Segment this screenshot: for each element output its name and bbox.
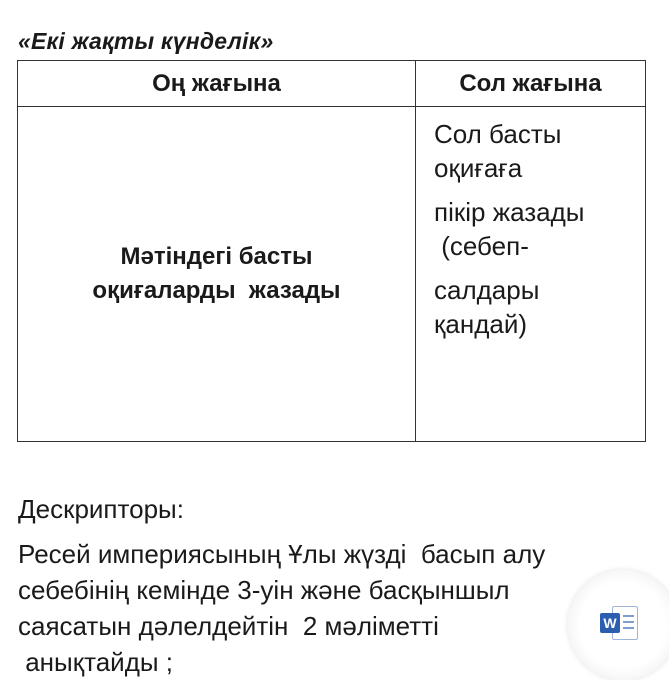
page-title: «Екі жақты күнделік» [18,28,274,54]
word-document-icon [600,606,638,640]
cell-text-line: (себеп- [434,231,529,261]
descriptor-line: анықтайды ; [18,647,174,677]
cell-text-line: қандай) [434,309,528,339]
cell-text-line: салдары [434,275,540,305]
cell-text-line: оқиғаға [434,153,523,183]
descriptor-line: себебінің кемінде 3-уін және басқыншыл [18,575,510,605]
descriptor-line: Ресей империясының Ұлы жүзді басып алу [18,539,546,569]
descriptors-heading: Дескрипторы: [18,494,184,524]
cell-text-line: пікір жазады [434,197,585,227]
column-header-left-side: Сол жағына [416,61,646,107]
word-letter: W [600,613,620,633]
column-header-right-side: Оң жағына [18,61,416,107]
cell-text-line: оқиғаларды жазады [92,277,341,304]
table-cell-opinion [416,107,646,442]
double-entry-diary-table [17,60,646,442]
descriptor-line: саясатын дәлелдейтін 2 мәліметті [18,611,439,641]
table-row [18,107,646,442]
table-header-row [18,61,646,107]
cell-text-line: Мәтіндегі басты [120,243,313,270]
table-cell-main-events [18,107,416,442]
descriptors-text [18,536,658,680]
cell-text-line: Сол басты [434,119,562,149]
